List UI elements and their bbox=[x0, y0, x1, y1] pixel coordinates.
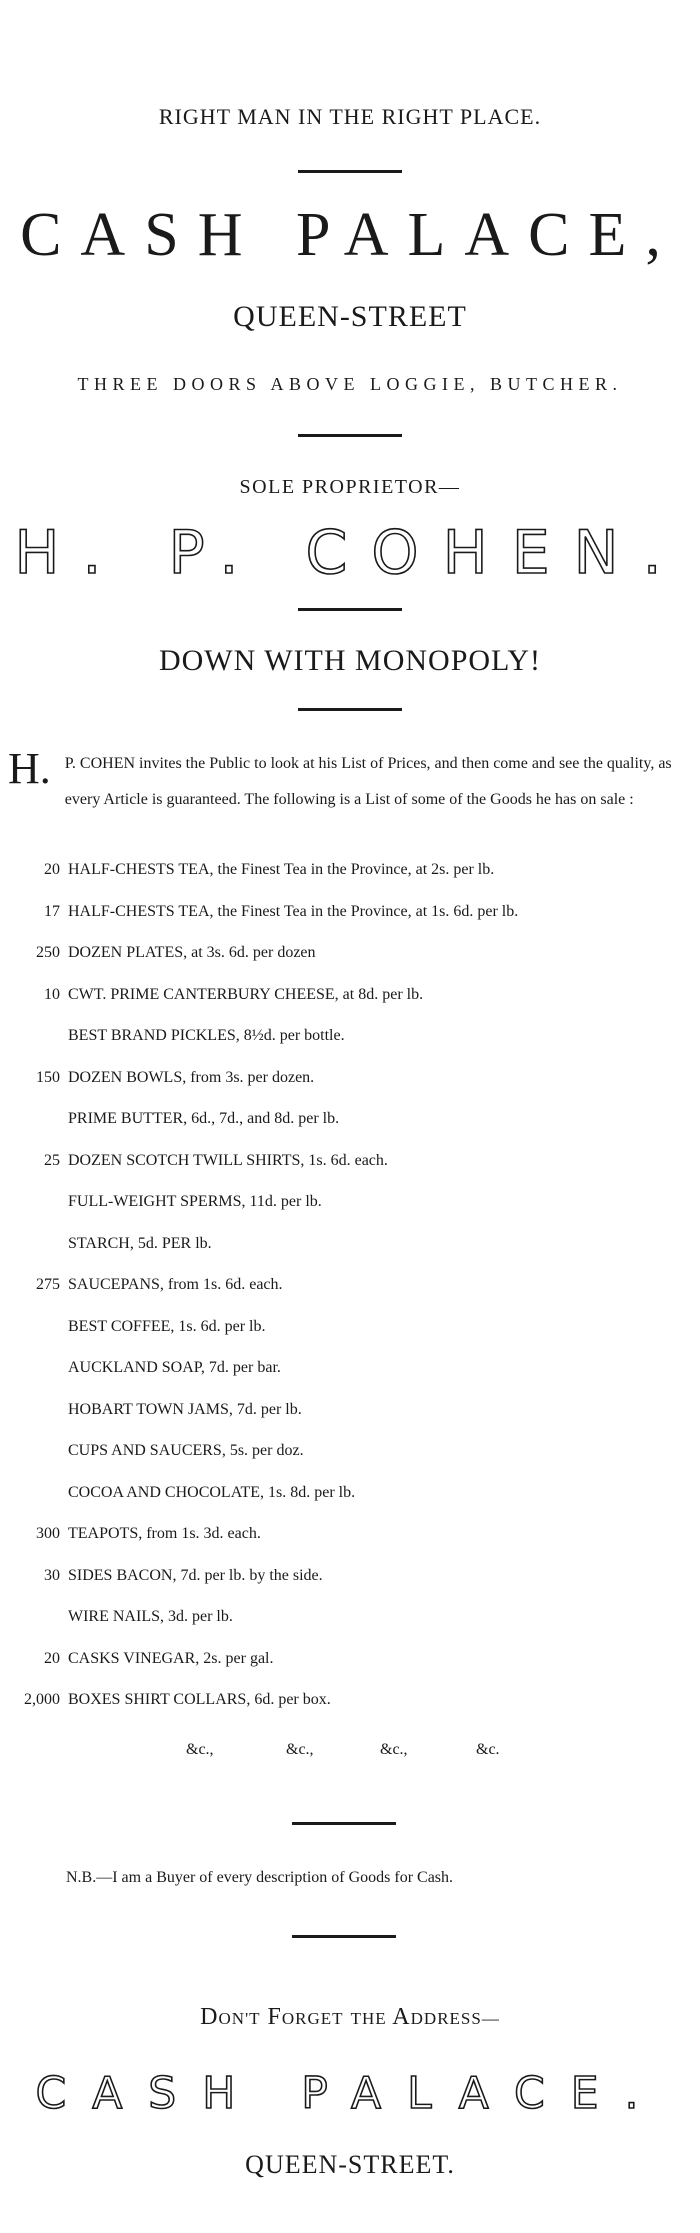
price-list-item bbox=[0, 1318, 700, 1336]
price-list-item bbox=[0, 986, 700, 1004]
item-description: HALF-CHESTS TEA, the Finest Tea in the Province, at 2s. per lb. bbox=[68, 861, 495, 878]
item-description: CUPS AND SAUCERS, 5s. per doz. bbox=[68, 1442, 304, 1459]
price-list-item bbox=[0, 861, 700, 879]
item-description: WIRE NAILS, 3d. per lb. bbox=[68, 1608, 233, 1625]
divider bbox=[298, 708, 402, 711]
item-quantity: 20 bbox=[44, 861, 60, 878]
item-description: BEST BRAND PICKLES, 8½d. per bottle. bbox=[68, 1027, 345, 1044]
dont-forget-rest: ON'T bbox=[218, 2009, 261, 2028]
item-description: CWT. PRIME CANTERBURY CHEESE, at 8d. per lb. bbox=[68, 986, 424, 1003]
slogan-heading: DOWN WITH MONOPOLY! bbox=[158, 644, 542, 677]
item-description: DOZEN PLATES, at 3s. 6d. per dozen bbox=[68, 944, 316, 961]
dont-forget-rest: DDRESS— bbox=[410, 2009, 500, 2028]
item-quantity: 250 bbox=[36, 944, 60, 961]
item-quantity: 20 bbox=[44, 1650, 60, 1667]
item-quantity: 2,000 bbox=[24, 1691, 60, 1708]
item-quantity: 10 bbox=[44, 986, 60, 1003]
item-description: DOZEN SCOTCH TWILL SHIRTS, 1s. 6d. each. bbox=[68, 1152, 388, 1169]
price-list-item bbox=[0, 1650, 700, 1668]
price-list-item bbox=[0, 903, 700, 921]
dont-forget-heading bbox=[0, 2004, 700, 2031]
price-list-item bbox=[0, 1484, 700, 1502]
price-list-item bbox=[0, 1110, 700, 1128]
item-quantity: 25 bbox=[44, 1152, 60, 1169]
divider bbox=[298, 608, 402, 611]
item-description: TEAPOTS, from 1s. 3d. each. bbox=[68, 1525, 261, 1542]
intro-text: P. COHEN invites the Public to look at his List of Prices, and then come and see the quality, as every Article is guaranteed. The following is a List of some of the Goods he has on sale : bbox=[64, 755, 672, 808]
street-heading: QUEEN-STREET bbox=[233, 300, 467, 333]
item-quantity: 300 bbox=[36, 1525, 60, 1542]
price-list-item bbox=[0, 1027, 700, 1045]
divider bbox=[298, 170, 402, 173]
etc-mark: &c., bbox=[186, 1741, 214, 1758]
etc-mark: &c. bbox=[476, 1741, 500, 1758]
intro-paragraph bbox=[8, 746, 694, 818]
footer-shop-name: CASH PALACE. bbox=[35, 2068, 665, 2119]
item-quantity: 150 bbox=[36, 1069, 60, 1086]
price-list-item bbox=[0, 944, 700, 962]
divider bbox=[292, 1935, 396, 1938]
divider bbox=[298, 434, 402, 437]
price-list-item bbox=[0, 1359, 700, 1377]
item-quantity: 30 bbox=[44, 1567, 60, 1584]
shop-name-heading: CASH PALACE, bbox=[20, 201, 680, 269]
dont-forget-initial: D bbox=[200, 2004, 219, 2030]
item-description: PRIME BUTTER, 6d., 7d., and 8d. per lb. bbox=[68, 1110, 340, 1127]
item-description: DOZEN BOWLS, from 3s. per dozen. bbox=[68, 1069, 315, 1086]
etc-mark: &c., bbox=[286, 1741, 314, 1758]
buyer-note: N.B.—I am a Buyer of every description of Goods for Cash. bbox=[66, 1869, 454, 1886]
item-description: CASKS VINEGAR, 2s. per gal. bbox=[68, 1650, 274, 1667]
item-description: BEST COFFEE, 1s. 6d. per lb. bbox=[68, 1318, 266, 1335]
proprietor-name: H. P. COHEN. bbox=[14, 518, 686, 588]
dont-forget-initial: A bbox=[392, 2004, 411, 2030]
item-quantity: 275 bbox=[36, 1276, 60, 1293]
divider bbox=[292, 1822, 396, 1825]
item-quantity: 17 bbox=[44, 903, 60, 920]
dont-forget-initial: F bbox=[267, 2004, 282, 2030]
price-list-item bbox=[0, 1691, 700, 1709]
price-list-item bbox=[0, 1608, 700, 1626]
tagline: RIGHT MAN IN THE RIGHT PLACE. bbox=[158, 104, 542, 129]
item-description: BOXES SHIRT COLLARS, 6d. per box. bbox=[68, 1691, 331, 1708]
item-description: STARCH, 5d. PER lb. bbox=[68, 1235, 212, 1252]
footer-street: QUEEN-STREET. bbox=[245, 2150, 455, 2179]
proprietor-label: SOLE PROPRIETOR— bbox=[239, 476, 461, 498]
location-line: THREE DOORS ABOVE LOGGIE, BUTCHER. bbox=[77, 374, 623, 394]
item-description: HALF-CHESTS TEA, the Finest Tea in the Province, at 1s. 6d. per lb. bbox=[68, 903, 519, 920]
price-list-item bbox=[0, 1069, 700, 1087]
price-list-item bbox=[0, 1442, 700, 1460]
item-description: HOBART TOWN JAMS, 7d. per lb. bbox=[68, 1401, 302, 1418]
price-list-item bbox=[0, 1567, 700, 1585]
item-description: COCOA AND CHOCOLATE, 1s. 8d. per lb. bbox=[68, 1484, 356, 1501]
price-list-item bbox=[0, 1276, 700, 1294]
dont-forget-rest: THE bbox=[350, 2009, 387, 2028]
price-list-item bbox=[0, 1152, 700, 1170]
item-description: AUCKLAND SOAP, 7d. per bar. bbox=[68, 1359, 281, 1376]
price-list-item bbox=[0, 1401, 700, 1419]
item-description: SIDES BACON, 7d. per lb. by the side. bbox=[68, 1567, 323, 1584]
price-list-item bbox=[0, 1193, 700, 1211]
item-description: SAUCEPANS, from 1s. 6d. each. bbox=[68, 1276, 283, 1293]
price-list-item bbox=[0, 1525, 700, 1543]
dropcap: H. bbox=[8, 744, 51, 793]
item-description: FULL-WEIGHT SPERMS, 11d. per lb. bbox=[68, 1193, 322, 1210]
price-list-item bbox=[0, 1235, 700, 1253]
etc-mark: &c., bbox=[380, 1741, 408, 1758]
dont-forget-rest: ORGET bbox=[281, 2009, 344, 2028]
